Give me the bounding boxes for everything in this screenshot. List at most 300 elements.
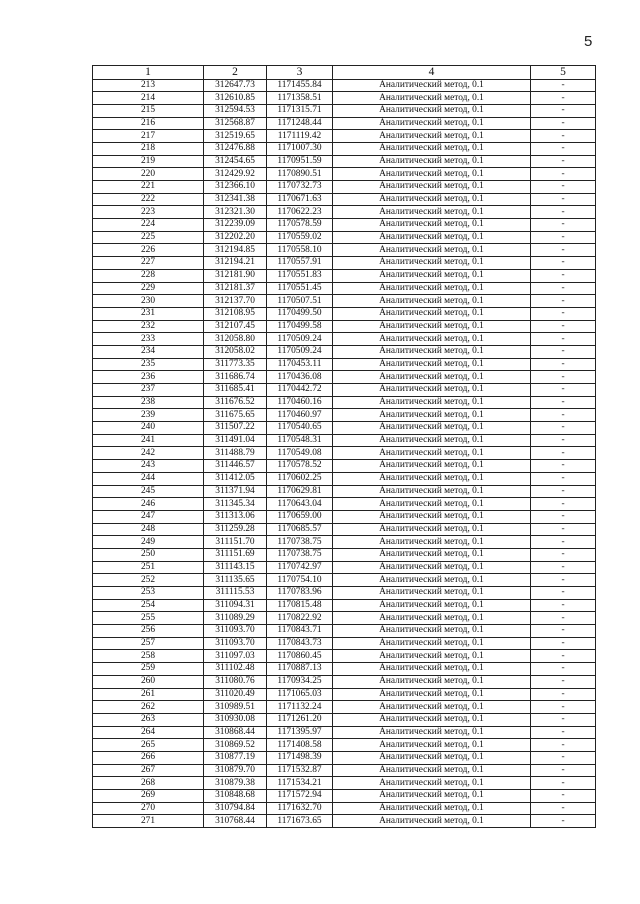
x-coordinate-cell: 311093.70 (204, 625, 267, 638)
table-row (93, 193, 596, 206)
method-cell: Аналитический метод, 0.1 (333, 307, 531, 320)
method-cell: Аналитический метод, 0.1 (333, 650, 531, 663)
method-cell: Аналитический метод, 0.1 (333, 257, 531, 270)
y-coordinate-cell: 1170643.04 (267, 498, 333, 511)
y-coordinate-cell: 1171065.03 (267, 688, 333, 701)
method-cell: Аналитический метод, 0.1 (333, 726, 531, 739)
point-number-cell: 268 (93, 777, 204, 790)
table-row (93, 790, 596, 803)
point-number-cell: 222 (93, 193, 204, 206)
y-coordinate-cell: 1170509.24 (267, 345, 333, 358)
method-cell: Аналитический метод, 0.1 (333, 637, 531, 650)
method-cell: Аналитический метод, 0.1 (333, 193, 531, 206)
method-cell: Аналитический метод, 0.1 (333, 320, 531, 333)
table-row (93, 384, 596, 397)
point-number-cell: 267 (93, 764, 204, 777)
x-coordinate-cell: 311102.48 (204, 663, 267, 676)
table-row (93, 257, 596, 270)
note-cell: - (531, 663, 596, 676)
table-row (93, 447, 596, 460)
method-cell: Аналитический метод, 0.1 (333, 104, 531, 117)
y-coordinate-cell: 1170629.81 (267, 485, 333, 498)
x-coordinate-cell: 311020.49 (204, 688, 267, 701)
method-cell: Аналитический метод, 0.1 (333, 295, 531, 308)
table-row (93, 320, 596, 333)
x-coordinate-cell: 312058.02 (204, 345, 267, 358)
point-number-cell: 239 (93, 409, 204, 422)
y-coordinate-cell: 1171132.24 (267, 701, 333, 714)
table-row (93, 587, 596, 600)
point-number-cell: 246 (93, 498, 204, 511)
x-coordinate-cell: 310868.44 (204, 726, 267, 739)
note-cell: - (531, 168, 596, 181)
table-row (93, 688, 596, 701)
method-cell: Аналитический метод, 0.1 (333, 548, 531, 561)
table-row (93, 371, 596, 384)
y-coordinate-cell: 1171455.84 (267, 79, 333, 92)
x-coordinate-cell: 312476.88 (204, 142, 267, 155)
table-row (93, 79, 596, 92)
point-number-cell: 270 (93, 802, 204, 815)
table-header-row (93, 66, 596, 80)
point-number-cell: 264 (93, 726, 204, 739)
table-row (93, 777, 596, 790)
x-coordinate-cell: 311313.06 (204, 510, 267, 523)
point-number-cell: 216 (93, 117, 204, 130)
method-cell: Аналитический метод, 0.1 (333, 181, 531, 194)
point-number-cell: 223 (93, 206, 204, 219)
note-cell: - (531, 219, 596, 232)
note-cell: - (531, 485, 596, 498)
method-cell: Аналитический метод, 0.1 (333, 117, 531, 130)
y-coordinate-cell: 1170783.96 (267, 587, 333, 600)
y-coordinate-cell: 1170732.73 (267, 181, 333, 194)
method-cell: Аналитический метод, 0.1 (333, 219, 531, 232)
note-cell: - (531, 701, 596, 714)
point-number-cell: 233 (93, 333, 204, 346)
method-cell: Аналитический метод, 0.1 (333, 142, 531, 155)
point-number-cell: 219 (93, 155, 204, 168)
table-row (93, 422, 596, 435)
x-coordinate-cell: 311686.74 (204, 371, 267, 384)
x-coordinate-cell: 312429.92 (204, 168, 267, 181)
x-coordinate-cell: 311491.04 (204, 434, 267, 447)
column-header: 2 (204, 66, 267, 80)
x-coordinate-cell: 310930.08 (204, 713, 267, 726)
point-number-cell: 260 (93, 675, 204, 688)
column-header: 1 (93, 66, 204, 80)
note-cell: - (531, 510, 596, 523)
method-cell: Аналитический метод, 0.1 (333, 460, 531, 473)
y-coordinate-cell: 1170843.73 (267, 637, 333, 650)
method-cell: Аналитический метод, 0.1 (333, 130, 531, 143)
note-cell: - (531, 320, 596, 333)
point-number-cell: 237 (93, 384, 204, 397)
note-cell: - (531, 688, 596, 701)
note-cell: - (531, 282, 596, 295)
x-coordinate-cell: 311143.15 (204, 561, 267, 574)
point-number-cell: 262 (93, 701, 204, 714)
y-coordinate-cell: 1170843.71 (267, 625, 333, 638)
table-row (93, 625, 596, 638)
y-coordinate-cell: 1170578.52 (267, 460, 333, 473)
table-row (93, 142, 596, 155)
point-number-cell: 266 (93, 751, 204, 764)
method-cell: Аналитический метод, 0.1 (333, 244, 531, 257)
x-coordinate-cell: 311135.65 (204, 574, 267, 587)
y-coordinate-cell: 1170559.02 (267, 231, 333, 244)
table-row (93, 675, 596, 688)
point-number-cell: 271 (93, 815, 204, 828)
point-number-cell: 257 (93, 637, 204, 650)
method-cell: Аналитический метод, 0.1 (333, 358, 531, 371)
table-row (93, 599, 596, 612)
method-cell: Аналитический метод, 0.1 (333, 333, 531, 346)
x-coordinate-cell: 311093.70 (204, 637, 267, 650)
x-coordinate-cell: 310879.38 (204, 777, 267, 790)
table-row (93, 181, 596, 194)
y-coordinate-cell: 1171395.97 (267, 726, 333, 739)
y-coordinate-cell: 1170460.16 (267, 396, 333, 409)
y-coordinate-cell: 1170460.97 (267, 409, 333, 422)
point-number-cell: 263 (93, 713, 204, 726)
method-cell: Аналитический метод, 0.1 (333, 625, 531, 638)
x-coordinate-cell: 312194.85 (204, 244, 267, 257)
point-number-cell: 220 (93, 168, 204, 181)
note-cell: - (531, 739, 596, 752)
note-cell: - (531, 434, 596, 447)
method-cell: Аналитический метод, 0.1 (333, 231, 531, 244)
table-row (93, 574, 596, 587)
point-number-cell: 241 (93, 434, 204, 447)
note-cell: - (531, 460, 596, 473)
y-coordinate-cell: 1171315.71 (267, 104, 333, 117)
note-cell: - (531, 206, 596, 219)
y-coordinate-cell: 1170540.65 (267, 422, 333, 435)
x-coordinate-cell: 311089.29 (204, 612, 267, 625)
note-cell: - (531, 104, 596, 117)
note-cell: - (531, 307, 596, 320)
point-number-cell: 248 (93, 523, 204, 536)
point-number-cell: 259 (93, 663, 204, 676)
x-coordinate-cell: 312194.21 (204, 257, 267, 270)
note-cell: - (531, 625, 596, 638)
point-number-cell: 247 (93, 510, 204, 523)
column-header: 4 (333, 66, 531, 80)
point-number-cell: 214 (93, 92, 204, 105)
method-cell: Аналитический метод, 0.1 (333, 345, 531, 358)
table-row (93, 434, 596, 447)
y-coordinate-cell: 1171534.21 (267, 777, 333, 790)
method-cell: Аналитический метод, 0.1 (333, 536, 531, 549)
y-coordinate-cell: 1170934.25 (267, 675, 333, 688)
point-number-cell: 217 (93, 130, 204, 143)
y-coordinate-cell: 1170578.59 (267, 219, 333, 232)
table-row (93, 168, 596, 181)
table-row (93, 244, 596, 257)
x-coordinate-cell: 312647.73 (204, 79, 267, 92)
page-number: 5 (584, 33, 593, 50)
x-coordinate-cell: 311507.22 (204, 422, 267, 435)
y-coordinate-cell: 1170742.97 (267, 561, 333, 574)
point-number-cell: 261 (93, 688, 204, 701)
point-number-cell: 251 (93, 561, 204, 574)
y-coordinate-cell: 1171673.65 (267, 815, 333, 828)
y-coordinate-cell: 1170442.72 (267, 384, 333, 397)
x-coordinate-cell: 312108.95 (204, 307, 267, 320)
point-number-cell: 236 (93, 371, 204, 384)
method-cell: Аналитический метод, 0.1 (333, 510, 531, 523)
method-cell: Аналитический метод, 0.1 (333, 434, 531, 447)
note-cell: - (531, 244, 596, 257)
table-row (93, 510, 596, 523)
x-coordinate-cell: 311080.76 (204, 675, 267, 688)
note-cell: - (531, 599, 596, 612)
x-coordinate-cell: 310794.84 (204, 802, 267, 815)
table-row (93, 282, 596, 295)
y-coordinate-cell: 1170754.10 (267, 574, 333, 587)
y-coordinate-cell: 1171408.58 (267, 739, 333, 752)
y-coordinate-cell: 1171358.51 (267, 92, 333, 105)
y-coordinate-cell: 1170602.25 (267, 472, 333, 485)
table-row (93, 155, 596, 168)
table-row (93, 345, 596, 358)
point-number-cell: 229 (93, 282, 204, 295)
note-cell: - (531, 713, 596, 726)
note-cell: - (531, 295, 596, 308)
note-cell: - (531, 193, 596, 206)
method-cell: Аналитический метод, 0.1 (333, 739, 531, 752)
point-number-cell: 243 (93, 460, 204, 473)
table-row (93, 612, 596, 625)
note-cell: - (531, 587, 596, 600)
point-number-cell: 253 (93, 587, 204, 600)
method-cell: Аналитический метод, 0.1 (333, 574, 531, 587)
note-cell: - (531, 371, 596, 384)
point-number-cell: 230 (93, 295, 204, 308)
table-row (93, 650, 596, 663)
method-cell: Аналитический метод, 0.1 (333, 523, 531, 536)
point-number-cell: 252 (93, 574, 204, 587)
column-header: 3 (267, 66, 333, 80)
x-coordinate-cell: 311371.94 (204, 485, 267, 498)
y-coordinate-cell: 1170659.00 (267, 510, 333, 523)
note-cell: - (531, 257, 596, 270)
note-cell: - (531, 155, 596, 168)
x-coordinate-cell: 311773.35 (204, 358, 267, 371)
method-cell: Аналитический метод, 0.1 (333, 802, 531, 815)
method-cell: Аналитический метод, 0.1 (333, 612, 531, 625)
y-coordinate-cell: 1170738.75 (267, 548, 333, 561)
note-cell: - (531, 751, 596, 764)
x-coordinate-cell: 312568.87 (204, 117, 267, 130)
x-coordinate-cell: 312202.20 (204, 231, 267, 244)
y-coordinate-cell: 1170453.11 (267, 358, 333, 371)
point-number-cell: 256 (93, 625, 204, 638)
x-coordinate-cell: 312454.65 (204, 155, 267, 168)
x-coordinate-cell: 310869.52 (204, 739, 267, 752)
x-coordinate-cell: 311097.03 (204, 650, 267, 663)
table-row (93, 548, 596, 561)
x-coordinate-cell: 311094.31 (204, 599, 267, 612)
note-cell: - (531, 523, 596, 536)
y-coordinate-cell: 1170507.51 (267, 295, 333, 308)
method-cell: Аналитический метод, 0.1 (333, 701, 531, 714)
x-coordinate-cell: 312341.38 (204, 193, 267, 206)
x-coordinate-cell: 311345.34 (204, 498, 267, 511)
table-row (93, 713, 596, 726)
y-coordinate-cell: 1171007.30 (267, 142, 333, 155)
method-cell: Аналитический метод, 0.1 (333, 472, 531, 485)
method-cell: Аналитический метод, 0.1 (333, 663, 531, 676)
note-cell: - (531, 358, 596, 371)
x-coordinate-cell: 311676.52 (204, 396, 267, 409)
method-cell: Аналитический метод, 0.1 (333, 498, 531, 511)
x-coordinate-cell: 312107.45 (204, 320, 267, 333)
table-row (93, 409, 596, 422)
y-coordinate-cell: 1170557.91 (267, 257, 333, 270)
table-row (93, 751, 596, 764)
point-number-cell: 250 (93, 548, 204, 561)
y-coordinate-cell: 1170822.92 (267, 612, 333, 625)
x-coordinate-cell: 312181.90 (204, 269, 267, 282)
method-cell: Аналитический метод, 0.1 (333, 206, 531, 219)
y-coordinate-cell: 1170558.10 (267, 244, 333, 257)
method-cell: Аналитический метод, 0.1 (333, 599, 531, 612)
method-cell: Аналитический метод, 0.1 (333, 587, 531, 600)
x-coordinate-cell: 310768.44 (204, 815, 267, 828)
table-row (93, 219, 596, 232)
y-coordinate-cell: 1170499.50 (267, 307, 333, 320)
note-cell: - (531, 409, 596, 422)
note-cell: - (531, 396, 596, 409)
method-cell: Аналитический метод, 0.1 (333, 777, 531, 790)
table-row (93, 498, 596, 511)
y-coordinate-cell: 1170499.58 (267, 320, 333, 333)
method-cell: Аналитический метод, 0.1 (333, 168, 531, 181)
point-number-cell: 234 (93, 345, 204, 358)
table-row (93, 472, 596, 485)
note-cell: - (531, 548, 596, 561)
x-coordinate-cell: 310989.51 (204, 701, 267, 714)
point-number-cell: 240 (93, 422, 204, 435)
point-number-cell: 232 (93, 320, 204, 333)
y-coordinate-cell: 1170548.31 (267, 434, 333, 447)
table-row (93, 295, 596, 308)
table-row (93, 117, 596, 130)
y-coordinate-cell: 1171248.44 (267, 117, 333, 130)
x-coordinate-cell: 310877.19 (204, 751, 267, 764)
note-cell: - (531, 498, 596, 511)
coordinates-table (92, 65, 596, 828)
table-row (93, 460, 596, 473)
table-body (93, 79, 596, 828)
method-cell: Аналитический метод, 0.1 (333, 269, 531, 282)
point-number-cell: 218 (93, 142, 204, 155)
table-row (93, 701, 596, 714)
x-coordinate-cell: 312610.85 (204, 92, 267, 105)
x-coordinate-cell: 311151.70 (204, 536, 267, 549)
table-row (93, 523, 596, 536)
method-cell: Аналитический метод, 0.1 (333, 675, 531, 688)
table-row (93, 485, 596, 498)
table-row (93, 92, 596, 105)
note-cell: - (531, 574, 596, 587)
point-number-cell: 227 (93, 257, 204, 270)
note-cell: - (531, 612, 596, 625)
point-number-cell: 224 (93, 219, 204, 232)
y-coordinate-cell: 1170509.24 (267, 333, 333, 346)
method-cell: Аналитический метод, 0.1 (333, 815, 531, 828)
method-cell: Аналитический метод, 0.1 (333, 396, 531, 409)
note-cell: - (531, 142, 596, 155)
method-cell: Аналитический метод, 0.1 (333, 713, 531, 726)
method-cell: Аналитический метод, 0.1 (333, 155, 531, 168)
point-number-cell: 225 (93, 231, 204, 244)
y-coordinate-cell: 1170815.48 (267, 599, 333, 612)
y-coordinate-cell: 1170551.45 (267, 282, 333, 295)
table-row (93, 396, 596, 409)
note-cell: - (531, 777, 596, 790)
y-coordinate-cell: 1170890.51 (267, 168, 333, 181)
x-coordinate-cell: 311675.65 (204, 409, 267, 422)
note-cell: - (531, 802, 596, 815)
table-row (93, 269, 596, 282)
x-coordinate-cell: 311488.79 (204, 447, 267, 460)
table-row (93, 561, 596, 574)
point-number-cell: 244 (93, 472, 204, 485)
x-coordinate-cell: 311151.69 (204, 548, 267, 561)
method-cell: Аналитический метод, 0.1 (333, 422, 531, 435)
y-coordinate-cell: 1170549.08 (267, 447, 333, 460)
x-coordinate-cell: 311115.53 (204, 587, 267, 600)
x-coordinate-cell: 312321.30 (204, 206, 267, 219)
note-cell: - (531, 333, 596, 346)
method-cell: Аналитический метод, 0.1 (333, 688, 531, 701)
note-cell: - (531, 790, 596, 803)
table-row (93, 637, 596, 650)
point-number-cell: 221 (93, 181, 204, 194)
point-number-cell: 255 (93, 612, 204, 625)
method-cell: Аналитический метод, 0.1 (333, 751, 531, 764)
note-cell: - (531, 472, 596, 485)
y-coordinate-cell: 1171119.42 (267, 130, 333, 143)
table-row (93, 206, 596, 219)
method-cell: Аналитический метод, 0.1 (333, 561, 531, 574)
x-coordinate-cell: 311685.41 (204, 384, 267, 397)
method-cell: Аналитический метод, 0.1 (333, 409, 531, 422)
point-number-cell: 213 (93, 79, 204, 92)
table-row (93, 231, 596, 244)
table-row (93, 815, 596, 828)
x-coordinate-cell: 311412.05 (204, 472, 267, 485)
note-cell: - (531, 637, 596, 650)
note-cell: - (531, 117, 596, 130)
table-row (93, 130, 596, 143)
table-row (93, 802, 596, 815)
point-number-cell: 265 (93, 739, 204, 752)
table-row (93, 358, 596, 371)
x-coordinate-cell: 310879.70 (204, 764, 267, 777)
note-cell: - (531, 384, 596, 397)
x-coordinate-cell: 312239.09 (204, 219, 267, 232)
note-cell: - (531, 764, 596, 777)
method-cell: Аналитический метод, 0.1 (333, 764, 531, 777)
point-number-cell: 231 (93, 307, 204, 320)
point-number-cell: 249 (93, 536, 204, 549)
y-coordinate-cell: 1170738.75 (267, 536, 333, 549)
table-row (93, 764, 596, 777)
